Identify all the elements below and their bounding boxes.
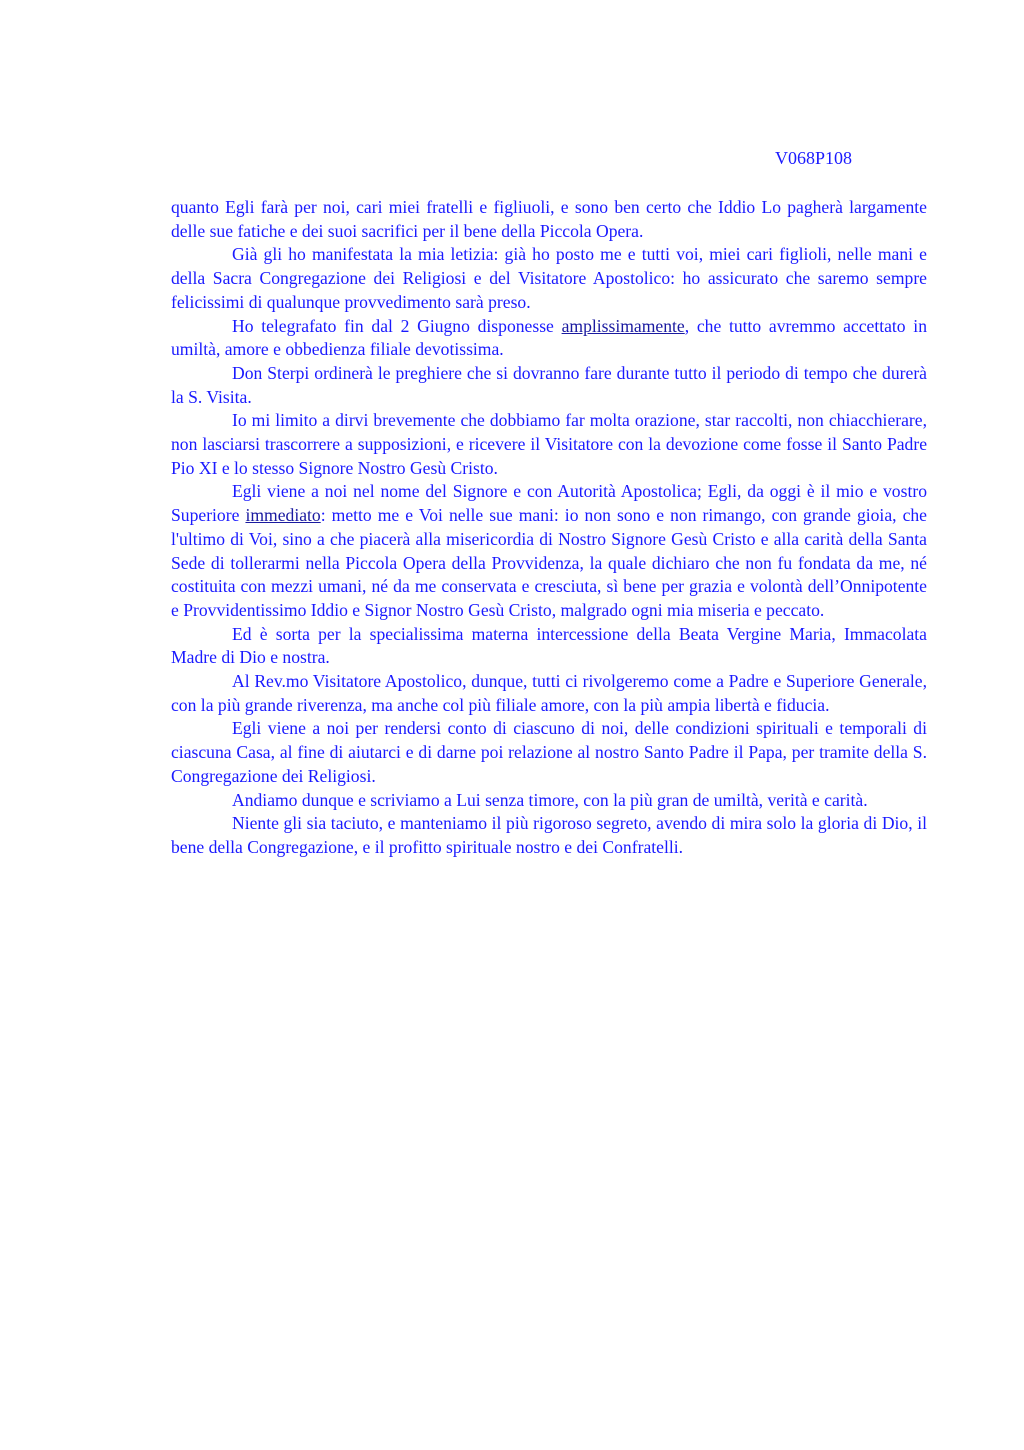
paragraph-p7 (171, 670, 927, 717)
paragraph-text: Andiamo dunque e scriviamo a Lui senza timore, con la più gran de umiltà, verità e carità. (232, 789, 868, 810)
paragraph-p2 (171, 315, 927, 362)
paragraph-text: Già gli ho manifestata la mia letizia: già ho posto me e tutti voi, miei cari figlioli, nelle mani e della Sacra Congregazione dei Religiosi e del Visitatore Apostolico: ho assicurato che saremo sempre felicissimi di qualunque provvedimento sarà preso. (171, 244, 927, 312)
paragraph-text: Egli viene a noi per rendersi conto di ciascuno di noi, delle condizioni spirituali e temporali di ciascuna Casa, al fine di aiutarci e di darne poi relazione al nostro Santo Padre il Papa, per tramite della S. Congregazione dei Religiosi. (171, 718, 927, 786)
paragraph-p0 (171, 196, 927, 243)
paragraph-text: quanto Egli farà per noi, cari miei fratelli e figliuoli, e sono ben certo che Iddio Lo pagherà largamente delle sue fatiche e dei suoi sacrifici per il bene della Piccola Opera. (171, 197, 927, 241)
underlined-word: amplissimamente (561, 315, 685, 336)
paragraph-p3 (171, 362, 927, 409)
paragraph-p4 (171, 409, 927, 480)
paragraph-p5 (171, 480, 927, 622)
paragraph-text: Don Sterpi ordinerà le preghiere che si dovranno fare durante tutto il periodo di tempo che durerà la S. Visita. (171, 362, 927, 407)
page-code: V068P108 (775, 148, 853, 168)
underlined-word: immediato (245, 505, 321, 526)
paragraph-p8 (171, 717, 927, 788)
paragraph-p1 (171, 243, 927, 314)
paragraph-text: : metto me e Voi nelle sue mani: io non sono e non rimango, con grande gioia, che l'ultimo di Voi, sino a che piacerà alla misericordia di Nostro Signore Gesù Cristo e alla carità della Santa Sede di tollerarmi nella Piccola Opera della Provvidenza, la quale dichiaro che non fu fondata da me, né costituita con mezzi umani, né da me conservata e cresciuta, sì bene per grazia e volontà dell’Onnipotente e Provvidentissimo Iddio e Signor Nostro Gesù Cristo, malgrado ogni mia miseria e peccato. (171, 505, 927, 620)
paragraph-p6 (171, 623, 927, 670)
paragraph-text: Al Rev.mo Visitatore Apostolico, dunque, tutti ci rivolgeremo come a Padre e Superiore Generale, con la più grande riverenza, ma anche col più filiale amore, con la più ampia libertà e fiducia. (171, 671, 927, 715)
paragraph-text: , che tutto avremmo accettato in umiltà, amore e obbedienza filiale devotissima. (171, 315, 927, 360)
paragraph-p9 (171, 789, 927, 813)
document-body (171, 196, 927, 860)
paragraph-text: Ho telegrafato fin dal 2 Giugno disponesse (232, 315, 562, 336)
paragraph-text: Niente gli sia taciuto, e manteniamo il più rigoroso segreto, avendo di mira solo la gloria di Dio, il bene della Congregazione, e il profitto spirituale nostro e dei Confratelli. (171, 813, 927, 857)
paragraph-text: Io mi limito a dirvi brevemente che dobbiamo far molta orazione, star raccolti, non chiacchierare, non lasciarsi trascorrere a supposizioni, e ricevere il Visitatore con la devozione come fosse il Santo Padre Pio XI e lo stesso Signore Nostro Gesù Cristo. (171, 410, 927, 478)
paragraph-text: Egli viene a noi nel nome del Signore e con Autorità Apostolica; Egli, da oggi è il mio e vostro Superiore (171, 481, 927, 526)
paragraph-p10 (171, 812, 927, 859)
paragraph-text: Ed è sorta per la specialissima materna intercessione della Beata Vergine Maria, Immacolata Madre di Dio e nostra. (171, 623, 927, 668)
